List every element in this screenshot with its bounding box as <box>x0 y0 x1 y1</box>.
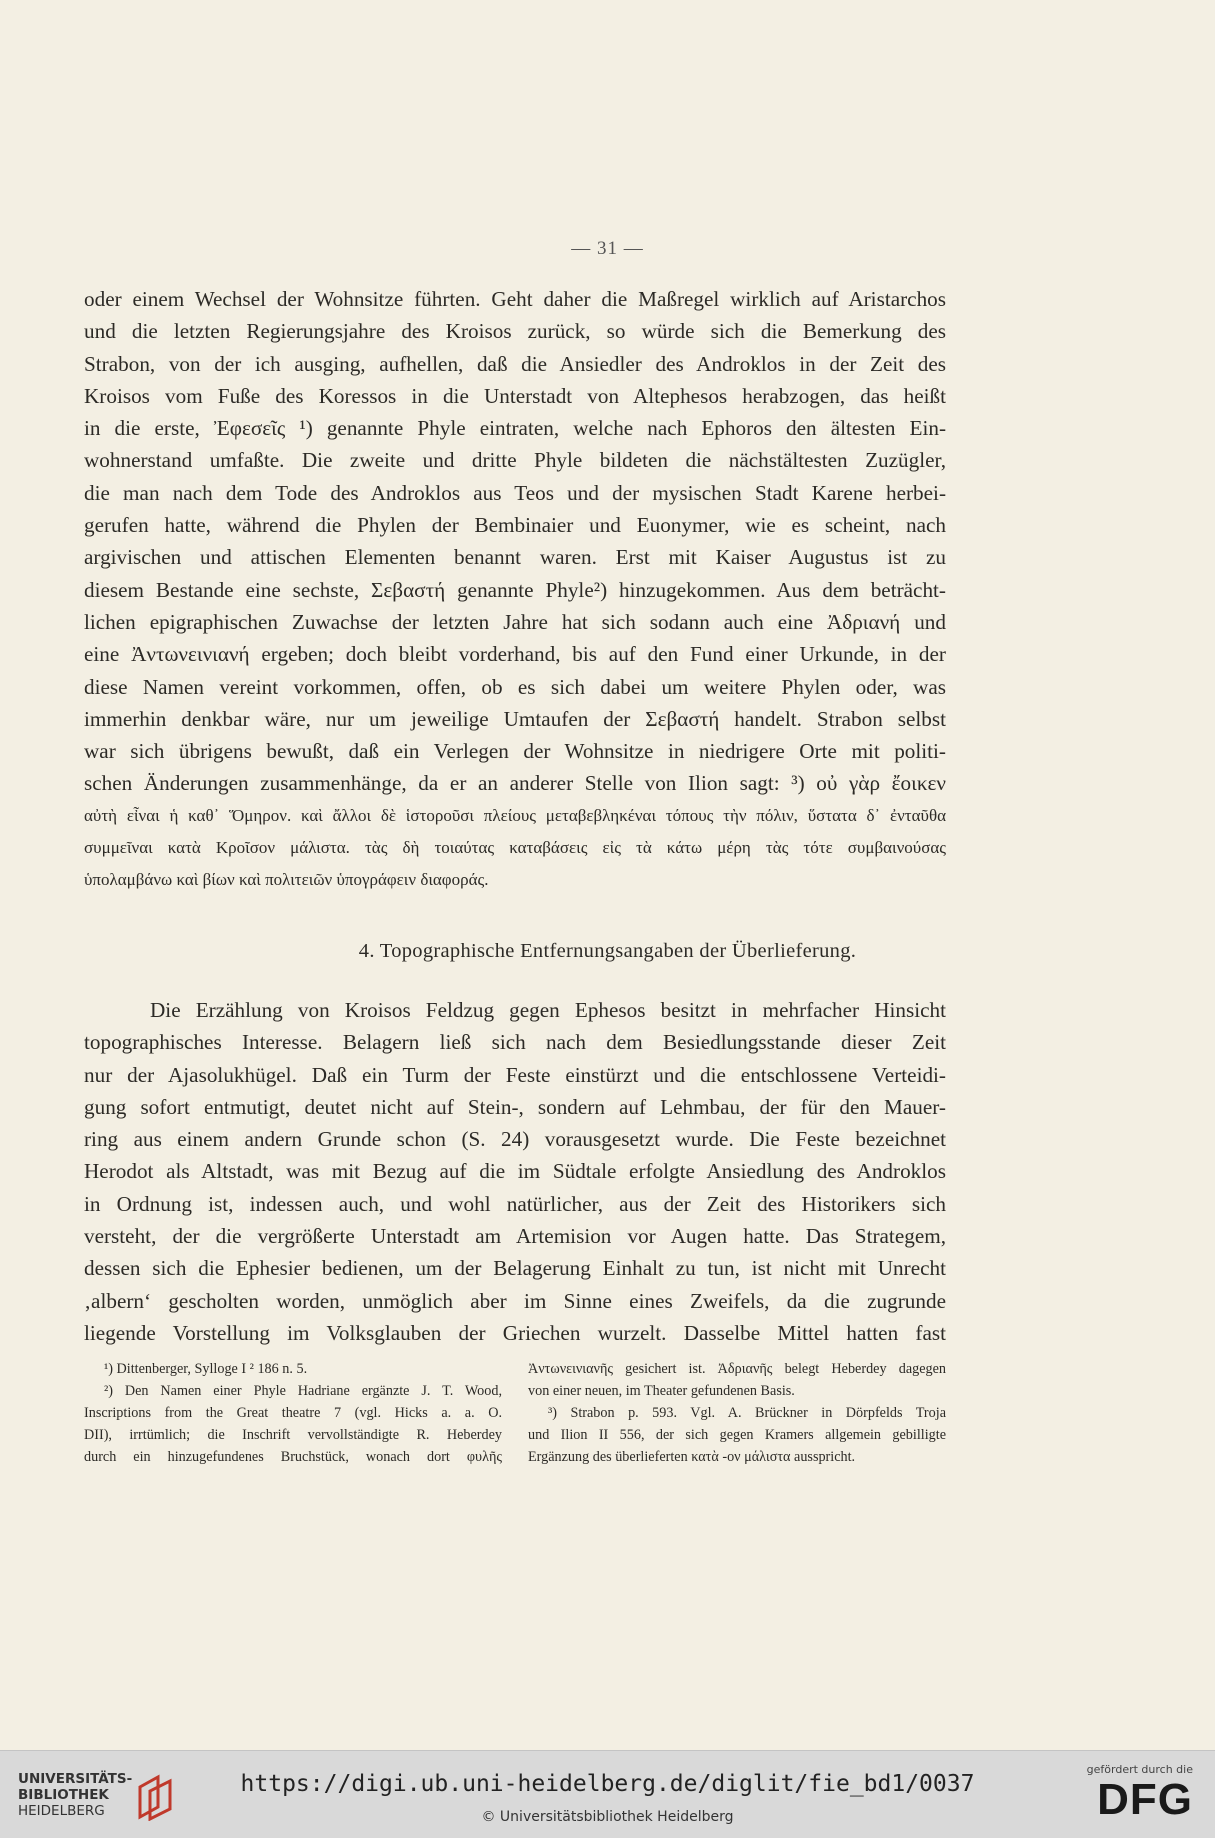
footnote-line: ³) Strabon p. 593. Vgl. A. Brückner in Dörpfelds Troja <box>548 1405 946 1421</box>
text-line: in Ordnung ist, indessen auch, und wohl natürlicher, aus der Zeit des Historikers sich <box>84 1191 946 1216</box>
text-line: Strabon, von der ich ausging, aufhellen, daß die Ansiedler des Androklos in der Zeit des <box>84 351 946 376</box>
text-line: die man nach dem Tode des Androklos aus Teos und der mysischen Stadt Karene herbei- <box>84 480 946 505</box>
text-line: ‚albern‘ gescholten worden, unmöglich aber im Sinne eines Zweifels, da die zugrunde <box>84 1288 946 1313</box>
text-line: nur der Ajasolukhügel. Daß ein Turm der Feste einstürzt und die entschlossene Verteidi- <box>84 1062 946 1087</box>
text-line: wohnerstand umfaßte. Die zweite und dritte Phyle bildeten die nächstältesten Zuzügler, <box>84 448 946 473</box>
text-line: dessen sich die Ephesier bedienen, um der Belagerung Einhalt zu tun, ist nicht mit Unrecht <box>84 1256 946 1281</box>
text-line: ring aus einem andern Grunde schon (S. 24) vorausgesetzt wurde. Die Feste bezeichnet <box>84 1127 946 1152</box>
text-line: gerufen hatte, während die Phylen der Bembinaier und Euonymer, wie es scheint, nach <box>84 513 946 538</box>
text-line: lichen epigraphischen Zuwachse der letzten Jahre hat sich sodann auch eine Ἀδριανή und <box>84 609 946 634</box>
footnote-line: von einer neuen, im Theater gefundenen Basis. <box>528 1383 795 1399</box>
text-line: diese Namen vereint vorkommen, offen, ob es sich dabei um weitere Phylen oder, was <box>84 674 946 699</box>
footnote-line: und Ilion II 556, der sich gegen Kramers allgemein gebilligte <box>528 1427 946 1443</box>
text-line: gung sofort entmutigt, deutet nicht auf Stein-, sondern auf Lehmbau, der für den Mauer- <box>84 1094 946 1119</box>
footnote-line: DII), irrtümlich; die Inschrift vervollständigte R. Heberdey <box>84 1427 502 1443</box>
text-line: topographisches Interesse. Belagern ließ sich nach dem Besiedlungsstande dieser Zeit <box>84 1030 946 1055</box>
text-line: schen Änderungen zusammenhänge, da er an anderer Stelle von Ilion sagt: ³) οὐ γὰρ ἔοικεν <box>84 771 946 796</box>
text-line: in die erste, Ἐφεσεῖς ¹) genannte Phyle eintraten, welche nach Ephoros den ältesten Ein- <box>84 416 946 441</box>
text-line: Herodot als Altstadt, was mit Bezug auf die im Südtale erfolgte Ansiedlung des Androklos <box>84 1159 946 1184</box>
footnote-line: Ergänzung des überlieferten κατὰ -ον μάλιστα ausspricht. <box>528 1449 856 1465</box>
text-line: diesem Bestande eine sechste, Σεβαστή genannte Phyle²) hinzugekommen. Aus dem beträcht- <box>84 577 946 602</box>
text-line: oder einem Wechsel der Wohnsitze führten. Geht daher die Maßregel wirklich auf Aristarchos <box>84 287 946 311</box>
logo-line: HEIDELBERG <box>18 1803 105 1819</box>
footnotes-left-column <box>84 1358 502 1468</box>
footnote-line: Inscriptions from the Great theatre 7 (vgl. Hicks a. a. O. <box>84 1405 502 1421</box>
dfg-wordmark: DFG <box>1097 1775 1193 1824</box>
footnotes <box>84 1358 946 1468</box>
logo-line: UNIVERSITÄTS- <box>18 1771 133 1787</box>
permalink-url[interactable]: https://digi.ub.uni-heidelberg.de/diglit/fie_bd1/0037 <box>240 1771 975 1797</box>
text-line: liegende Vorstellung im Volksglauben der Griechen wurzelt. Dasselbe Mittel hatten fast <box>84 1320 946 1345</box>
footnote-line: ²) Den Namen einer Phyle Hadriane ergänzte J. T. Wood, <box>104 1383 502 1399</box>
dfg-logo[interactable] <box>1073 1763 1193 1824</box>
footer-bar <box>0 1750 1215 1838</box>
footnote-line: Ἀντωνεινιανῆς gesichert ist. Ἀδριανῆς belegt Heberdey dagegen <box>528 1361 946 1377</box>
text-line: eine Ἀντωνεινιανή ergeben; doch bleibt vorderhand, bis auf den Fund einer Urkunde, in der <box>84 642 946 667</box>
footnote-line: ¹) Dittenberger, Sylloge I ² 186 n. 5. <box>104 1361 308 1377</box>
logo-line: BIBLIOTHEK <box>18 1787 109 1803</box>
paragraph-1 <box>84 283 946 897</box>
text-line: argivischen und attischen Elementen benannt waren. Erst mit Kaiser Augustus ist zu <box>84 545 946 570</box>
copyright-notice: © Universitätsbibliothek Heidelberg <box>481 1809 734 1825</box>
text-line: immerhin denkbar wäre, nur um jeweilige Umtaufen der Σεβαστή handelt. Strabon selbst <box>84 706 946 731</box>
greek-quote-line: συμμεῖναι κατὰ Κροῖσον μάλιστα. τὰς δὴ τοιαύτας καταβάσεις εἰς τὰ κάτω μέρη τὰς τότε συμβαινούσας <box>84 838 946 858</box>
greek-quote-line: αὐτὴ εἶναι ἡ καθ᾽ Ὅμηρον. καὶ ἄλλοι δὲ ἱστοροῦσι πλείους μεταβεβληκέναι τόπους τὴν πόλιν, ὕστατα δ᾽ ἐνταῦθα <box>84 805 946 825</box>
footnote-line: durch ein hinzugefundenes Bruchstück, wonach dort φυλῆς <box>84 1449 502 1465</box>
text-line: und die letzten Regierungsjahre des Kroisos zurück, so würde sich die Bemerkung des <box>84 319 946 344</box>
dfg-caption: gefördert durch die <box>1086 1763 1193 1776</box>
text-line: Kroisos vom Fuße des Koressos in die Unterstadt von Altephesos herabzogen, das heißt <box>84 383 946 408</box>
text-line: war sich übrigens bewußt, daß ein Verlegen der Wohnsitze in niedrigere Orte mit politi- <box>84 739 946 764</box>
paragraph-2 <box>84 994 946 1349</box>
footnotes-right-column <box>528 1358 946 1468</box>
text-line: versteht, der die vergrößerte Unterstadt am Artemision vor Augen hatte. Das Strategem, <box>84 1224 946 1249</box>
text-line: Die Erzählung von Kroisos Feldzug gegen Ephesos besitzt in mehrfacher Hinsicht <box>150 998 946 1022</box>
section-heading: 4. Topographische Entfernungsangaben der Überlieferung. <box>358 940 857 962</box>
greek-quote-line: ὑπολαμβάνω καὶ βίων καὶ πολιτειῶν ὑπογράφειν διαφοράς. <box>84 870 489 890</box>
page-number: — 31 — <box>571 238 644 259</box>
